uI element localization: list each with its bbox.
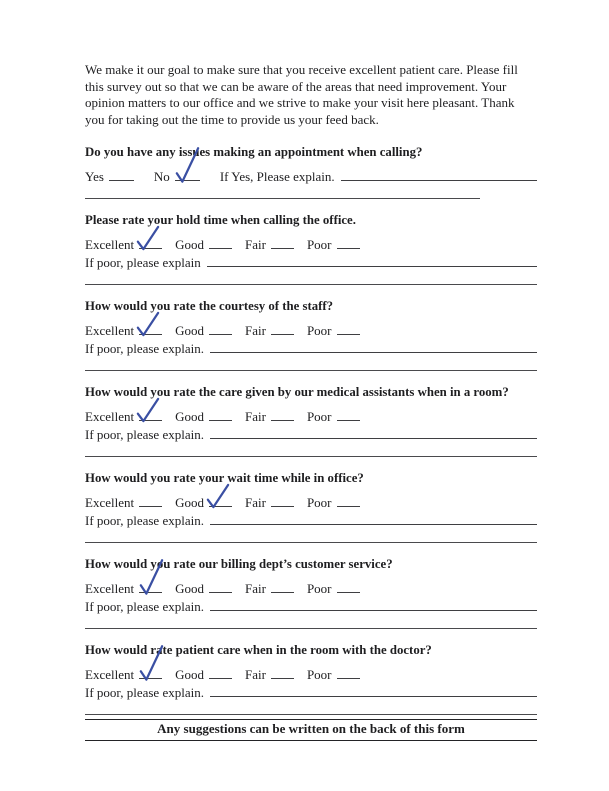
- option-blank[interactable]: [337, 495, 360, 507]
- option-excellent: [85, 322, 162, 339]
- option-blank[interactable]: [337, 581, 360, 593]
- option-blank[interactable]: [139, 237, 162, 249]
- option-fair: [245, 666, 294, 683]
- option-label: Excellent: [85, 323, 135, 338]
- option-blank[interactable]: [271, 667, 294, 679]
- explain-label: If poor, please explain.: [85, 599, 204, 614]
- option-good: [175, 322, 232, 339]
- question-heading: How would you rate the care given by our medical assistants when in a room?: [85, 385, 509, 399]
- option-good: [175, 408, 232, 425]
- option-blank[interactable]: [271, 495, 294, 507]
- option-label: Fair: [244, 581, 266, 596]
- option-label: Poor: [306, 409, 332, 424]
- option-label: Fair: [244, 409, 266, 424]
- option-label: Poor: [306, 323, 332, 338]
- continuation-blank-line[interactable]: [85, 615, 537, 629]
- option-blank[interactable]: [139, 409, 162, 421]
- question-heading: Do you have any issues making an appointment when calling?: [85, 145, 423, 159]
- option-blank[interactable]: [271, 581, 294, 593]
- option-poor: [307, 494, 360, 511]
- survey-page: [85, 62, 537, 741]
- option-label: Excellent: [85, 495, 135, 510]
- explain-label: If poor, please explain.: [85, 341, 204, 356]
- checkmark-icon: [136, 224, 160, 252]
- explain-label: If Yes, Please explain.: [219, 169, 335, 184]
- option-label: No: [153, 169, 170, 184]
- explain-label: If poor, please explain: [85, 255, 201, 270]
- explain-label: If poor, please explain.: [85, 427, 204, 442]
- option-blank[interactable]: [337, 409, 360, 421]
- option-yes: [85, 168, 134, 185]
- option-label: Poor: [306, 237, 332, 252]
- option-blank[interactable]: [209, 495, 232, 507]
- option-poor: [307, 408, 360, 425]
- option-label: Fair: [244, 323, 266, 338]
- question-section-1: [85, 144, 537, 199]
- option-fair: [245, 408, 294, 425]
- option-label: Excellent: [85, 667, 135, 682]
- continuation-blank-line[interactable]: [85, 271, 537, 285]
- option-fair: [245, 494, 294, 511]
- option-excellent: [85, 408, 162, 425]
- checkmark-icon: [206, 482, 230, 510]
- option-good: [175, 580, 232, 597]
- option-label: Yes: [85, 169, 104, 184]
- option-poor: [307, 666, 360, 683]
- option-poor: [307, 322, 360, 339]
- continuation-blank-line[interactable]: [85, 443, 537, 457]
- option-label: Good: [175, 667, 204, 682]
- option-blank[interactable]: [209, 581, 232, 593]
- question-section-6: [85, 556, 537, 629]
- explain-blank[interactable]: [341, 169, 537, 181]
- option-label: Fair: [244, 667, 266, 682]
- option-good: [175, 236, 232, 253]
- explain-row: [85, 684, 537, 701]
- option-label: Excellent: [85, 237, 135, 252]
- questions-list: [85, 144, 537, 715]
- option-blank[interactable]: [271, 237, 294, 249]
- explain-row: [85, 512, 537, 529]
- option-blank[interactable]: [175, 169, 200, 181]
- explain-row: [85, 254, 537, 271]
- option-fair: [245, 236, 294, 253]
- question-section-3: [85, 298, 537, 371]
- option-no: [154, 168, 200, 185]
- explain-blank[interactable]: [210, 599, 537, 611]
- option-good: [175, 494, 232, 511]
- option-label: Fair: [244, 237, 266, 252]
- option-label: Poor: [306, 667, 332, 682]
- option-excellent: [85, 666, 162, 683]
- options-row: [85, 580, 537, 597]
- option-blank[interactable]: [209, 237, 232, 249]
- question-heading: How would rate patient care when in the room with the doctor?: [85, 643, 432, 657]
- option-label: Good: [175, 237, 204, 252]
- option-label: Excellent: [85, 581, 135, 596]
- option-excellent: [85, 494, 162, 511]
- option-fair: [245, 580, 294, 597]
- option-blank[interactable]: [139, 323, 162, 335]
- question-section-4: [85, 384, 537, 457]
- option-poor: [307, 236, 360, 253]
- explain-label: If poor, please explain.: [85, 513, 204, 528]
- explain-blank[interactable]: [210, 427, 537, 439]
- option-blank[interactable]: [271, 323, 294, 335]
- option-label: Fair: [244, 495, 266, 510]
- option-label: Good: [175, 495, 204, 510]
- option-excellent: [85, 236, 162, 253]
- option-blank[interactable]: [209, 323, 232, 335]
- continuation-blank-line[interactable]: [85, 357, 537, 371]
- option-blank[interactable]: [139, 581, 162, 593]
- checkmark-icon: [136, 396, 160, 424]
- question-heading: Please rate your hold time when calling the office.: [85, 213, 356, 227]
- options-row: [85, 666, 537, 683]
- option-blank[interactable]: [337, 667, 360, 679]
- options-row: [85, 408, 537, 425]
- explain-blank[interactable]: [207, 255, 537, 267]
- options-row: [85, 236, 537, 253]
- option-blank[interactable]: [271, 409, 294, 421]
- option-good: [175, 666, 232, 683]
- question-section-5: [85, 470, 537, 543]
- continuation-blank-line[interactable]: [85, 185, 480, 199]
- explain-blank[interactable]: [210, 685, 537, 697]
- footer-note: [85, 719, 537, 741]
- option-label: Poor: [306, 495, 332, 510]
- question-heading: How would you rate the courtesy of the staff?: [85, 299, 334, 313]
- option-blank[interactable]: [337, 323, 360, 335]
- option-blank[interactable]: [337, 237, 360, 249]
- explain-blank[interactable]: [210, 513, 537, 525]
- footer-text: Any suggestions can be written on the back of this form: [157, 721, 465, 736]
- explain-row: [85, 598, 537, 615]
- explain-row: [85, 340, 537, 357]
- options-row: [85, 322, 537, 339]
- continuation-blank-line[interactable]: [85, 701, 537, 715]
- option-blank[interactable]: [209, 667, 232, 679]
- option-fair: [245, 322, 294, 339]
- option-blank[interactable]: [209, 409, 232, 421]
- option-label: Excellent: [85, 409, 135, 424]
- option-label: Poor: [306, 581, 332, 596]
- option-blank[interactable]: [139, 495, 162, 507]
- explain-blank[interactable]: [210, 341, 537, 353]
- options-row: [85, 168, 537, 185]
- continuation-blank-line[interactable]: [85, 529, 537, 543]
- explain-label: If poor, please explain.: [85, 685, 204, 700]
- checkmark-icon: [136, 310, 160, 338]
- question-section-2: [85, 212, 537, 285]
- question-section-7: [85, 642, 537, 715]
- option-label: Good: [175, 409, 204, 424]
- option-label: Good: [175, 581, 204, 596]
- option-poor: [307, 580, 360, 597]
- intro-paragraph: We make it our goal to make sure that you receive excellent patient care. Please fill this survey out so that we can be aware of the areas that need improvement. Your opinion matters to our office and we strive to make your visit here pleasant. Thank you for taking out the time to provide us your feed back.: [85, 62, 518, 127]
- option-label: Good: [175, 323, 204, 338]
- option-excellent: [85, 580, 162, 597]
- options-row: [85, 494, 537, 511]
- option-blank[interactable]: [109, 169, 134, 181]
- explain-row: [85, 426, 537, 443]
- question-heading: How would you rate our billing dept’s customer service?: [85, 557, 393, 571]
- option-blank[interactable]: [139, 667, 162, 679]
- question-heading: How would you rate your wait time while in office?: [85, 471, 364, 485]
